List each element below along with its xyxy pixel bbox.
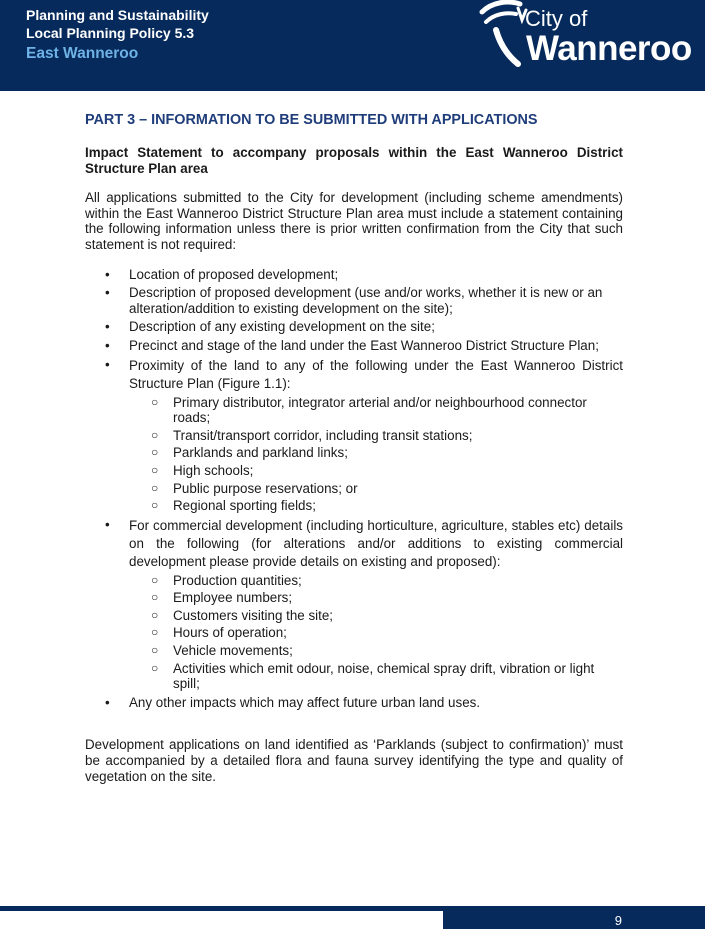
header-policy-area: East Wanneroo xyxy=(26,45,139,62)
impact-statement-subheading: Impact Statement to accompany proposals within the East Wanneroo District Structure Plan area xyxy=(85,145,623,176)
sub-list-item: ○ Activities which emit odour, noise, chemical spray drift, vibration or light spill; xyxy=(151,660,595,692)
logo-city-of-text: City of xyxy=(525,6,588,31)
page-number: 9 xyxy=(614,913,622,928)
list-item: • For commercial development (including horticulture, agriculture, stables etc) details on the following (for alterations and/or additions to existing commercial development please provide details on existing and proposed): ○ Production quantities; ○ Employee numbers; ○ Customers visiting the site; ○ Hours of operation; ○ Vehicle movements; ○ Activities which emit odour, noise, chemical spray drift, vibration or light spill; xyxy=(105,516,623,692)
intro-paragraph: All applications submitted to the City for development (including scheme amendments) within the East Wanneroo District Structure Plan area must include a statement containing the following information unless there is prior written confirmation from the City that such statement is not required: xyxy=(85,190,623,252)
sub-list-item: ○ Vehicle movements; xyxy=(151,643,293,659)
part-title: PART 3 – INFORMATION TO BE SUBMITTED WITH APPLICATIONS xyxy=(85,112,538,128)
header-text-block xyxy=(26,6,209,65)
sub-list-item: ○ Hours of operation; xyxy=(151,625,287,641)
bullet-icon: • xyxy=(105,694,110,710)
sub-list-item: ○ Customers visiting the site; xyxy=(151,607,334,623)
circle-bullet-icon: ○ xyxy=(151,590,159,605)
logo-wanneroo-text: Wanneroo xyxy=(526,29,692,68)
parklands-paragraph: Development applications on land identified as ‘Parklands (subject to confirmation)’ must be accompanied by a detailed flora and fauna survey identifying the type and quality of vegetation on the site. xyxy=(85,737,623,784)
sub-list-item: ○ Employee numbers; xyxy=(151,590,293,606)
sub-list-item: ○ Parklands and parkland links; xyxy=(151,445,348,461)
list-item: • Precinct and stage of the land under the East Wanneroo District Structure Plan; xyxy=(105,337,599,353)
list-item: • Any other impacts which may affect future urban land uses. xyxy=(105,694,481,710)
document-body xyxy=(85,111,623,784)
circle-bullet-icon: ○ xyxy=(151,480,159,495)
circle-bullet-icon: ○ xyxy=(151,572,159,587)
sub-list-item: ○ High schools; xyxy=(151,462,254,478)
bullet-icon: • xyxy=(105,337,110,353)
bullet-icon: • xyxy=(105,266,110,282)
header-department: Planning and Sustainability xyxy=(26,7,209,23)
circle-bullet-icon: ○ xyxy=(151,660,159,675)
circle-bullet-icon: ○ xyxy=(151,498,159,513)
bullet-icon: • xyxy=(105,516,110,532)
requirements-list xyxy=(85,267,623,711)
footer-page-box xyxy=(443,906,705,929)
circle-bullet-icon: ○ xyxy=(151,643,159,658)
commercial-sub-list xyxy=(129,573,623,692)
city-of-wanneroo-logo xyxy=(478,0,698,70)
list-item: • Proximity of the land to any of the following under the East Wanneroo District Structure Plan (Figure 1.1): ○ Primary distributor, integrator arterial and/or neighbourhood connector roads; ○ Transit/transport corridor, including transit stations; ○ Parklands and parkland links; ○ High schools; ○ Public purpose reservations; or ○ Regional sporting fields; xyxy=(105,356,623,514)
list-item: • Location of proposed development; xyxy=(105,266,339,282)
bullet-icon: • xyxy=(105,356,110,372)
circle-bullet-icon: ○ xyxy=(151,625,159,640)
sub-list-item: ○ Primary distributor, integrator arterial and/or neighbourhood connector roads; xyxy=(151,394,587,426)
circle-bullet-icon: ○ xyxy=(151,445,159,460)
page-header xyxy=(0,0,705,91)
circle-bullet-icon: ○ xyxy=(151,607,159,622)
circle-bullet-icon: ○ xyxy=(151,394,159,409)
circle-bullet-icon: ○ xyxy=(151,427,159,442)
proximity-sub-list xyxy=(129,395,623,514)
list-item: • Description of proposed development (use and/or works, whether it is new or an alteration/addition to existing development on the site); xyxy=(105,285,603,316)
bullet-icon: • xyxy=(105,285,110,301)
circle-bullet-icon: ○ xyxy=(151,462,159,477)
list-item: • Description of any existing development on the site; xyxy=(105,319,435,335)
header-policy-number: Local Planning Policy 5.3 xyxy=(26,25,195,41)
sub-list-item: ○ Production quantities; xyxy=(151,572,302,588)
sub-list-item: ○ Regional sporting fields; xyxy=(151,498,316,514)
bullet-icon: • xyxy=(105,319,110,335)
sub-list-item: ○ Transit/transport corridor, including transit stations; xyxy=(151,427,473,443)
sub-list-item: ○ Public purpose reservations; or xyxy=(151,480,358,496)
